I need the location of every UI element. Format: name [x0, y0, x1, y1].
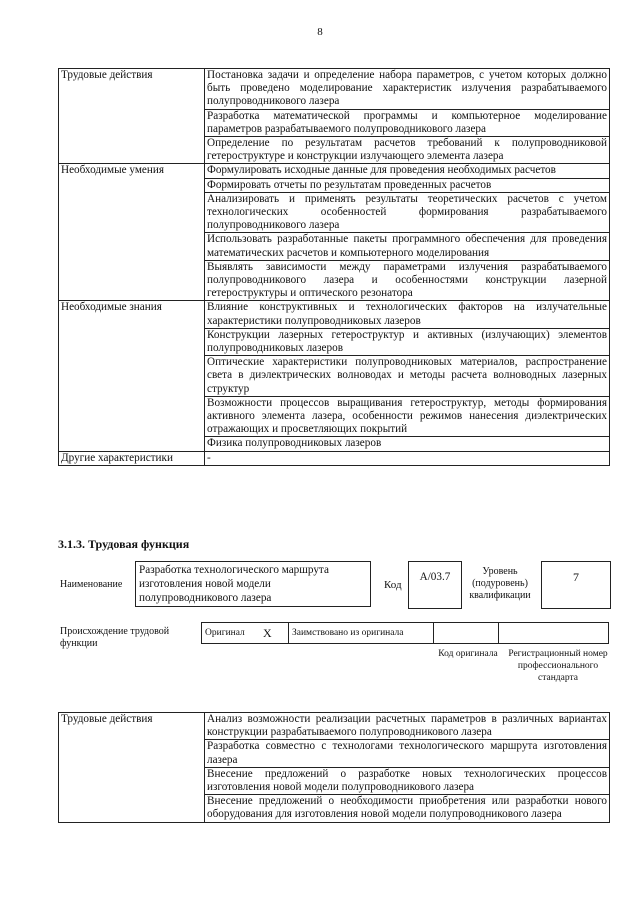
table-row [59, 164, 610, 178]
table-cell: Разработка совместно с технологами технологического маршрута изготовления лазера [205, 740, 610, 767]
function-code-field: А/03.7 [408, 561, 462, 609]
competency-table-1 [58, 68, 610, 466]
row-group-label: Другие характеристики [59, 451, 205, 465]
table-row [59, 713, 610, 740]
row-group-label: Необходимые умения [59, 164, 205, 301]
qualification-level-field: 7 [541, 561, 611, 609]
table-cell: Использовать разработанные пакеты программного обеспечения для проведения математических расчетов и компьютерного моделирования [205, 233, 610, 260]
table-cell: Физика полупроводниковых лазеров [205, 437, 610, 451]
table-cell: Формировать отчеты по результатам проведенных расчетов [205, 178, 610, 192]
table-cell: Формулировать исходные данные для проведения необходимых расчетов [205, 164, 610, 178]
original-label: Оригинал [202, 623, 261, 644]
original-mark: X [260, 623, 289, 644]
page-number: 8 [317, 26, 323, 38]
table-cell: Влияние конструктивных и технологических факторов на излучательные характеристики полупроводниковых лазеров [205, 301, 610, 328]
code-label: Код [384, 579, 402, 591]
table-row [59, 451, 610, 465]
table-cell: Выявлять зависимости между параметрами излучения разрабатываемого полупроводникового лазера и особенностями конструкции лазерной гетероструктуры и оптического резонатора [205, 260, 610, 301]
table-cell: Оптические характеристики полупроводниковых материалов, распространение света в диэлектрических волноводах и методы расчета волноводных лазерных структур [205, 356, 610, 397]
name-label: Наименование [60, 579, 123, 590]
table-cell: - [205, 451, 610, 465]
table-row [59, 69, 610, 110]
table-cell: Определение по результатам расчетов требований к полупроводниковой гетероструктуре и конструкции излучающего элемента лазера [205, 137, 610, 164]
level-label: Уровень (подуровень) квалификации [469, 566, 531, 601]
table-cell: Анализ возможности реализации расчетных параметров в различных вариантах конструкции разрабатываемого полупроводникового лазера [205, 713, 610, 740]
origin-label: Происхождение трудовой функции [60, 626, 170, 649]
row-group-label: Трудовые действия [59, 69, 205, 164]
table-cell: Анализировать и применять результаты теоретических расчетов с учетом технологических особенностей формирования разрабатываемого полупроводникового лазера [205, 192, 610, 233]
code-original-cell [434, 623, 499, 644]
function-name-field: Разработка технологического маршрута изготовления новой модели полупроводникового лазера [135, 561, 371, 607]
section-title: 3.1.3. Трудовая функция [58, 537, 190, 551]
table-row [59, 301, 610, 328]
row-group-label: Необходимые знания [59, 301, 205, 451]
reg-number-caption: Регистрационный номер профессионального стандарта [508, 649, 608, 683]
competency-table-2 [58, 712, 610, 823]
row-group-label: Трудовые действия [59, 713, 205, 823]
table-cell: Внесение предложений о необходимости приобретения или разработки нового оборудования для изготовления новой модели полупроводникового лазера [205, 795, 610, 822]
table-cell: Внесение предложений о разработке новых технологических процессов изготовления новой модели полупроводникового лазера [205, 767, 610, 794]
borrowed-label: Заимствовано из оригинала [289, 623, 434, 644]
origin-row [201, 622, 609, 644]
code-original-caption: Код оригинала [438, 649, 498, 659]
table-cell: Постановка задачи и определение набора параметров, с учетом которых должно быть проведено моделирование характеристик излучения разрабатываемого полупроводникового лазера [205, 69, 610, 110]
table-cell: Конструкции лазерных гетероструктур и активных (излучающих) элементов полупроводниковых лазеров [205, 328, 610, 355]
table-cell: Возможности процессов выращивания гетероструктур, методы формирования активного элемента лазера, особенности режимов нанесения диэлектрических отражающих и просветляющих покрытий [205, 396, 610, 437]
reg-number-cell [499, 623, 609, 644]
table-cell: Разработка математической программы и компьютерное моделирование параметров разрабатываемого полупроводникового лазера [205, 109, 610, 136]
